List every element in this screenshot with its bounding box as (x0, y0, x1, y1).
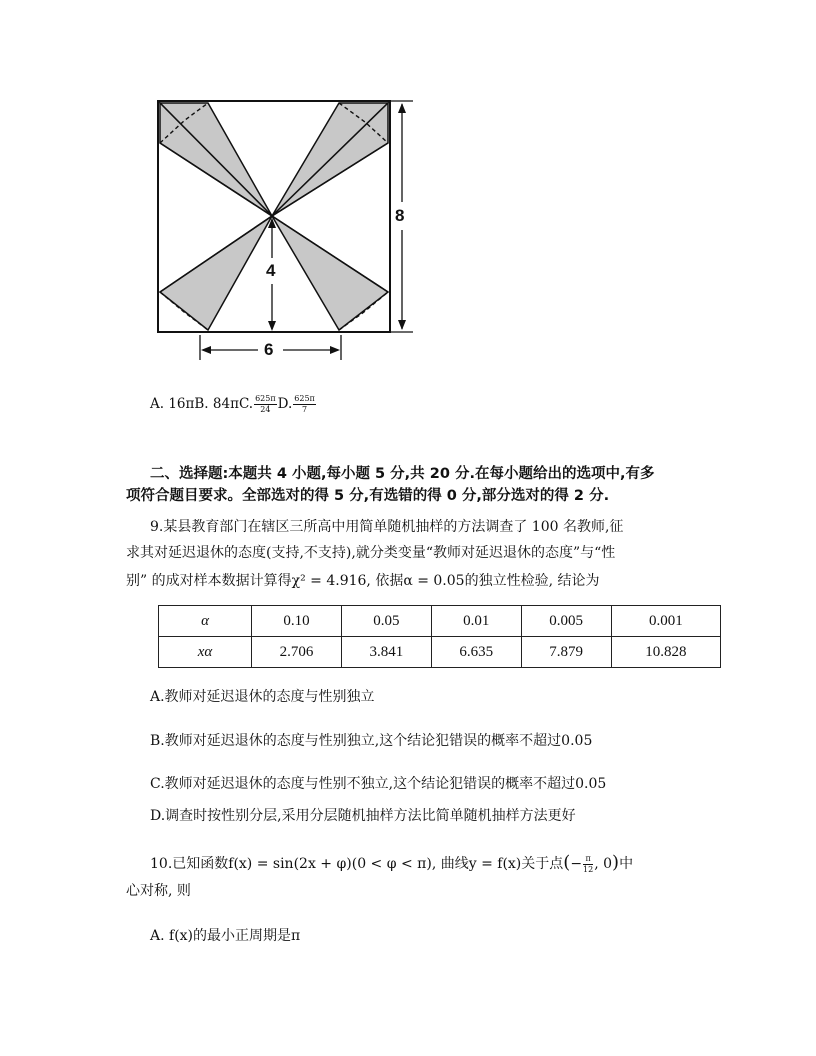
table-row-values (159, 637, 721, 668)
dim-label-6: 6 (264, 340, 274, 359)
table-cell: 2.706 (252, 637, 342, 668)
table-cell: 0.005 (521, 606, 611, 637)
table-cell: 7.879 (521, 637, 611, 668)
dim-label-4: 4 (266, 261, 276, 280)
table-cell: 0.01 (431, 606, 521, 637)
q8-option-d[interactable]: D. $\frac{625\pi}{7}$ (277, 394, 315, 414)
triangle-bottom-left (160, 216, 272, 330)
q9-line3: 别” 的成对样本数据计算得χ² = 4.916, 依据α = 0.05的独立性检验, 结论为 (126, 573, 600, 589)
table-cell: 0.05 (341, 606, 431, 637)
table-cell: 0.10 (252, 606, 342, 637)
table-header-alpha: α (159, 606, 252, 637)
dim-label-8: 8 (395, 206, 405, 225)
table-row-alpha (159, 606, 721, 637)
q10-point: ( (563, 852, 571, 873)
q8-option-c[interactable]: C. $\frac{625\pi}{24}$ (238, 394, 276, 414)
table-cell: 0.001 (611, 606, 720, 637)
geometry-figure (150, 95, 420, 365)
q9-line1: 9.某县教育部门在辖区三所高中用简单随机抽样的方法调查了 100 名教师,征 (150, 519, 624, 535)
q10-line1: 10.已知函数f(x) = sin(2x + φ)(0 < φ < π), 曲线y = f(x)关于点(− $\frac{\pi}{12}$ , 0)中 (150, 852, 634, 874)
q10-option-a[interactable]: A. f(x)的最小正周期是π (150, 928, 301, 944)
q9-option-c[interactable]: C.教师对延迟退休的态度与性别不独立,这个结论犯错误的概率不超过0.05 (150, 776, 607, 792)
section-2-heading (126, 463, 726, 507)
q9-line2: 求其对延迟退休的态度(支持,不支持),就分类变量“教师对延迟退休的态度”与“性 (126, 545, 616, 561)
table-header-x: xα (159, 637, 252, 668)
triangle-bottom-right (272, 216, 388, 330)
q9-option-d[interactable]: D.调查时按性别分层,采用分层随机抽样方法比简单随机抽样方法更好 (150, 808, 576, 824)
table-cell: 3.841 (341, 637, 431, 668)
q10-text: 10.已知函数f(x) = sin(2x + φ)(0 < φ < π), 曲线y = f(x)关于点 (150, 856, 564, 872)
q8-option-b[interactable]: B. 84π (194, 396, 239, 412)
section-2-line1: 二、选择题:本题共 4 小题,每小题 5 分,共 20 分.在每小题给出的选项中,有多 (150, 466, 655, 482)
q8-option-a[interactable]: A. 16π (150, 396, 195, 412)
q9-option-a[interactable]: A.教师对延迟退休的态度与性别独立 (150, 689, 375, 705)
q9-option-b[interactable]: B.教师对延迟退休的态度与性别独立,这个结论犯错误的概率不超过0.05 (150, 733, 593, 749)
q10-line2: 心对称, 则 (126, 883, 191, 899)
q8-options (150, 394, 317, 415)
table-cell: 10.828 (611, 637, 720, 668)
section-2-line2: 项符合题目要求。全部选对的得 5 分,有选错的得 0 分,部分选对的得 2 分. (126, 488, 610, 504)
table-cell: 6.635 (431, 637, 521, 668)
q10-fraction: $\frac{\pi}{12}$ (583, 853, 594, 874)
critical-value-table (158, 605, 721, 668)
